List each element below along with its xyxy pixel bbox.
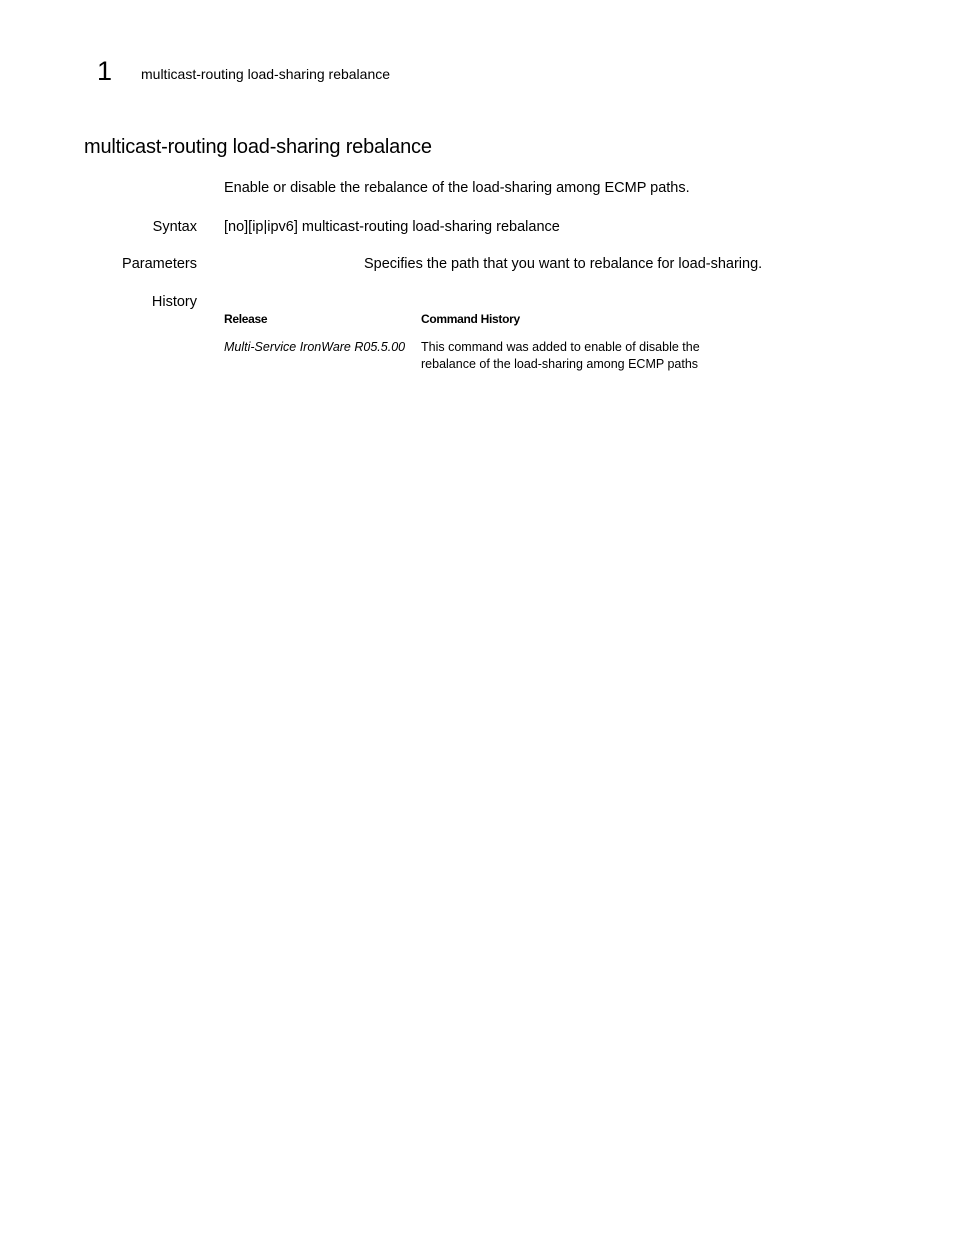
- section-heading: multicast-routing load-sharing rebalance: [84, 136, 432, 158]
- table-header-release: Release: [224, 312, 268, 326]
- parameter-description: Specifies the path that you want to rebalance for load-sharing.: [364, 256, 763, 272]
- table-header-command-history: Command History: [421, 312, 520, 326]
- history-label: History: [151, 294, 197, 310]
- command-description: Enable or disable the rebalance of the load-sharing among ECMP paths.: [224, 180, 690, 196]
- running-header: multicast-routing load-sharing rebalance: [141, 66, 391, 82]
- syntax-text: [no][ip|ipv6] multicast-routing load-sharing rebalance: [224, 219, 560, 235]
- parameters-label: Parameters: [122, 256, 197, 272]
- table-cell-command-history: This command was added to enable of disable the rebalance of the load-sharing among ECMP paths: [421, 340, 700, 371]
- table-cell-release: Multi-Service IronWare R05.5.00: [224, 340, 406, 354]
- chapter-number: 1: [97, 56, 113, 86]
- syntax-label: Syntax: [152, 219, 197, 235]
